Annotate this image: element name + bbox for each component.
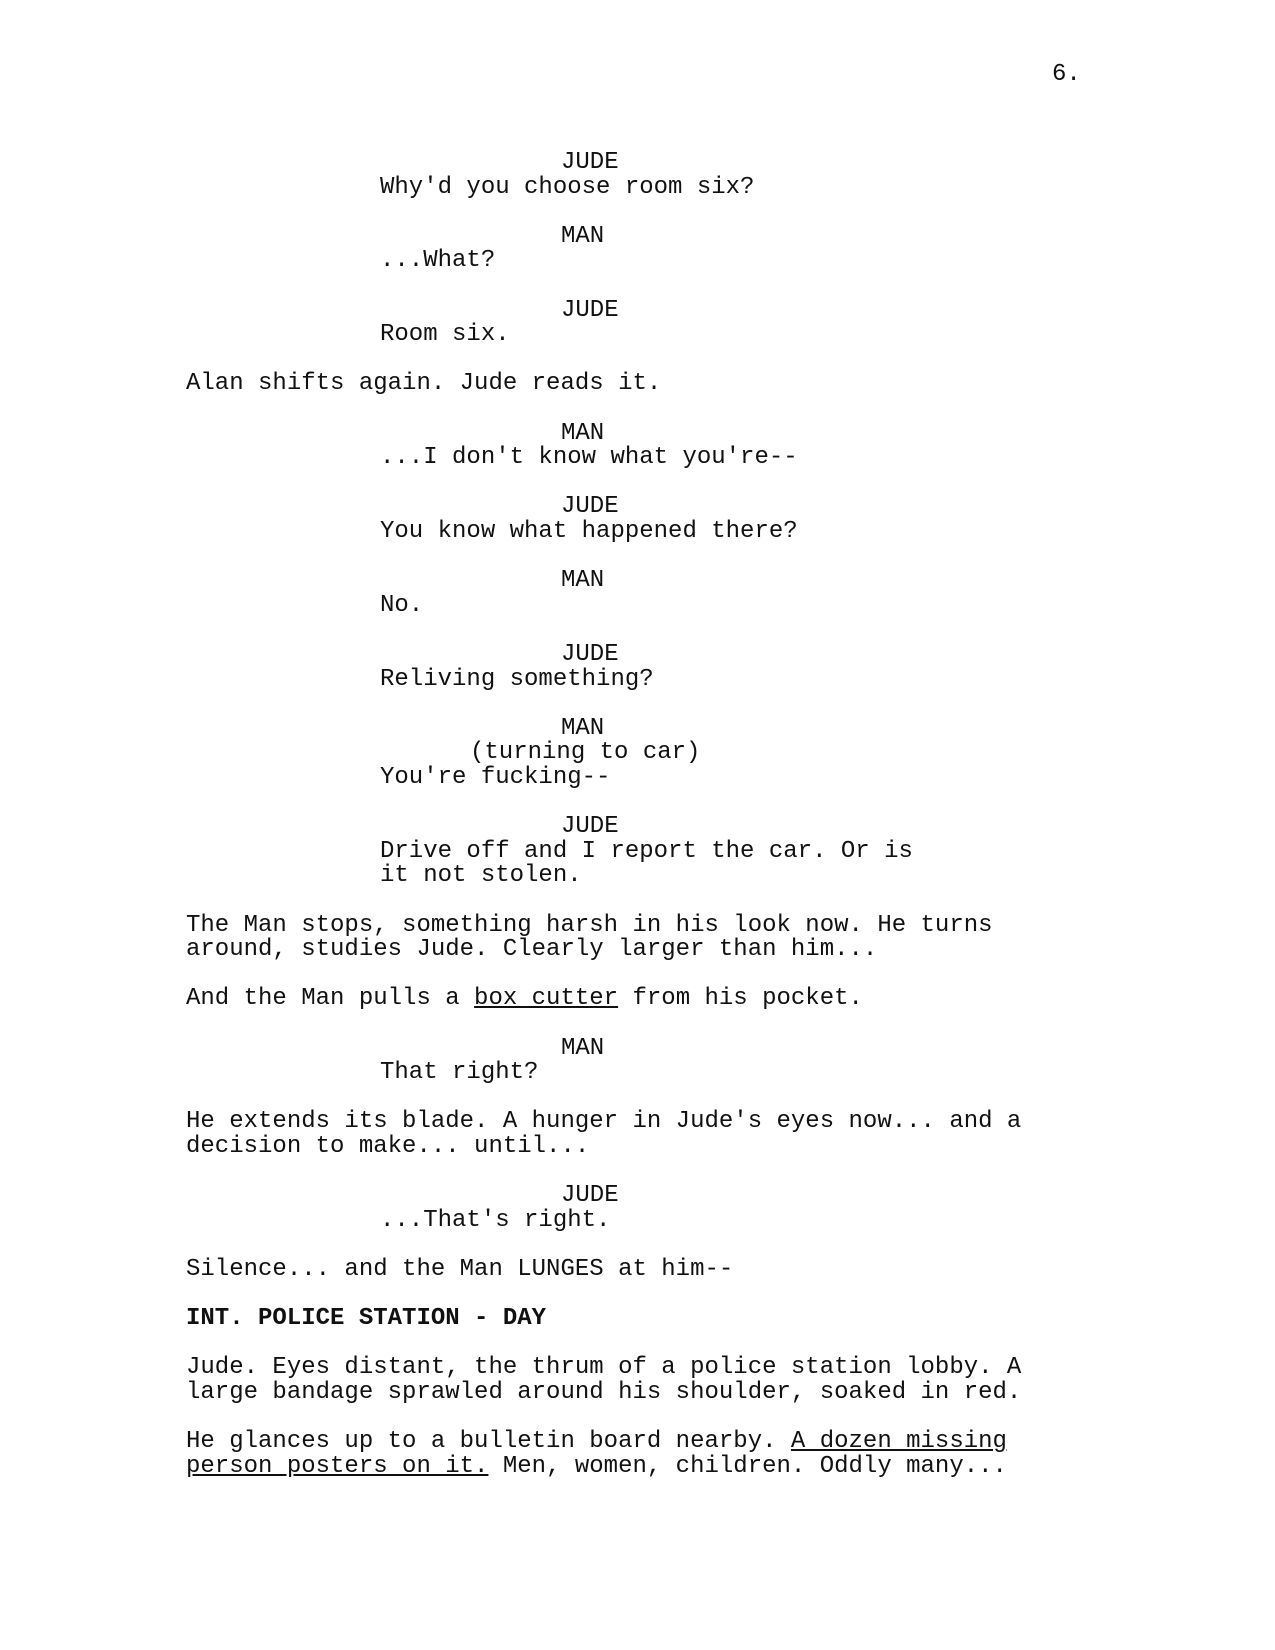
character-cue: JUDE [561,296,619,324]
action-line: The Man stops, something harsh in his look now. He turns [186,911,993,939]
action-line: decision to make... until... [186,1133,590,1160]
underlined-text: box cutter [474,985,619,1013]
text-run: And the Man pulls a [186,985,475,1013]
character-cue: JUDE [561,493,619,521]
character-cue: MAN [561,1034,605,1062]
character-cue: JUDE [561,641,619,668]
action-line [186,1429,1007,1454]
action-line: around, studies Jude. Clearly larger than him... [186,936,878,964]
action-line: Silence... and the Man LUNGES at him-- [186,1256,734,1283]
dialogue-line: Room six. [380,321,510,349]
dialogue-line: it not stolen. [380,862,582,890]
dialogue-line: You know what happened there? [380,518,798,545]
dialogue-line: That right? [380,1059,539,1087]
action-line: Alan shifts again. Jude reads it. [186,370,662,398]
action-line: He extends its blade. A hunger in Jude's eyes now... and a [186,1108,1022,1136]
character-cue: MAN [561,714,605,742]
dialogue-line: You're fucking-- [380,764,611,791]
action-line [186,986,863,1011]
character-cue: JUDE [561,1182,619,1210]
character-cue: JUDE [561,813,619,841]
action-line: large bandage sprawled around his shoulder, soaked in red. [186,1379,1022,1406]
action-line: Jude. Eyes distant, the thrum of a police station lobby. A [186,1354,1022,1382]
page-number: 6. [1052,61,1081,88]
underlined-text: person posters on it. [186,1452,489,1480]
underlined-text: A dozen missing [790,1428,1007,1456]
dialogue-line: ...What? [380,247,496,275]
character-cue: JUDE [561,149,619,176]
dialogue-line: Drive off and I report the car. Or is [380,837,913,865]
text-run: from his pocket. [618,985,863,1013]
character-cue: MAN [561,419,605,447]
character-cue: MAN [561,567,605,595]
dialogue-line: ...I don't know what you're-- [380,444,798,472]
action-line [186,1454,1007,1479]
dialogue-line: Reliving something? [380,665,654,693]
text-run: Men, women, children. Oddly many... [488,1452,1007,1480]
dialogue-line: ...That's right. [380,1206,611,1234]
dialogue-line: No. [380,591,424,619]
parenthetical: (turning to car) [470,739,701,767]
scene-heading: INT. POLICE STATION - DAY [186,1305,547,1333]
text-run: He glances up to a bulletin board nearby. [186,1428,791,1456]
character-cue: MAN [561,222,605,250]
dialogue-line: Why'd you choose room six? [380,173,755,201]
